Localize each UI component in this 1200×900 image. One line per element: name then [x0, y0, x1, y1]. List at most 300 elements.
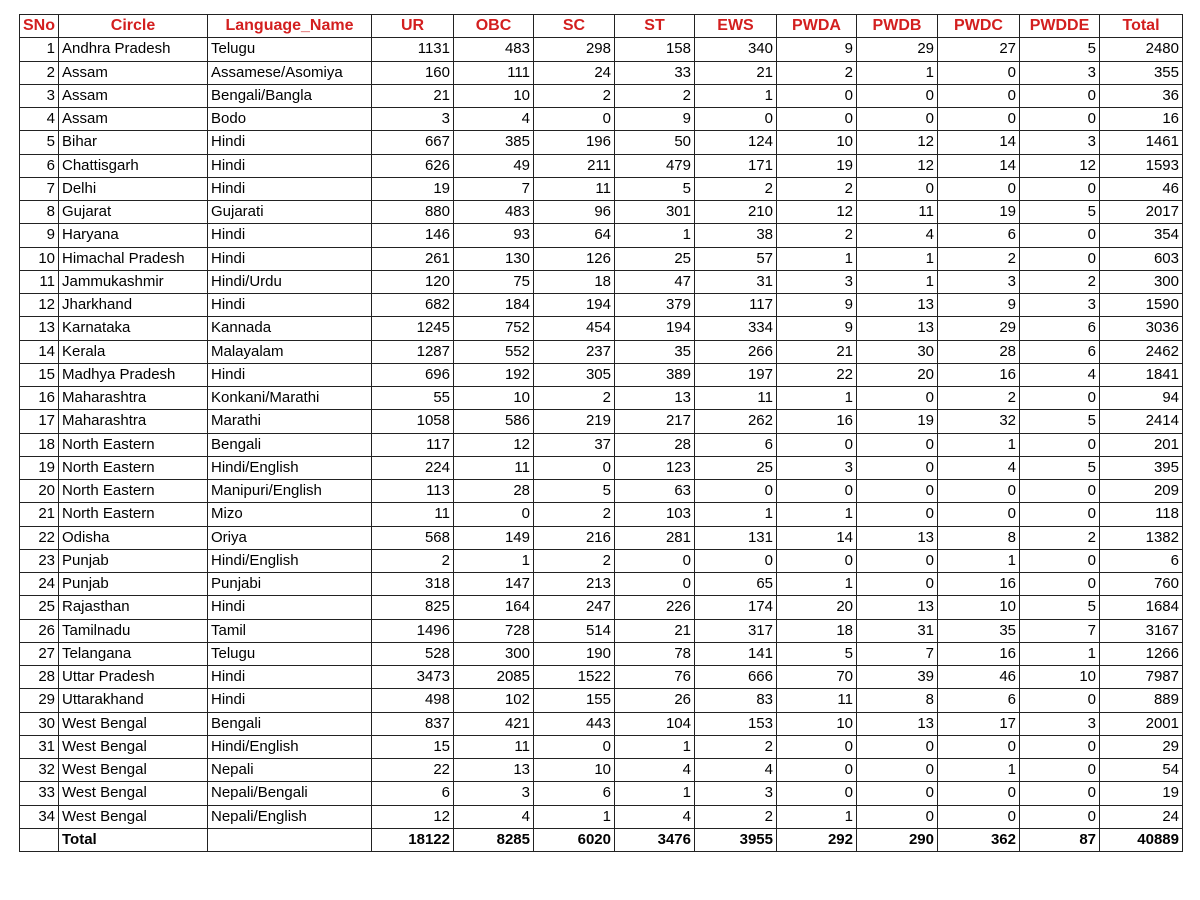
cell-language-name: Hindi [208, 689, 372, 712]
cell-pwdb: 11 [857, 201, 938, 224]
header-language-name: Language_Name [208, 15, 372, 38]
cell-language-name: Tamil [208, 619, 372, 642]
cell-pwda: 14 [777, 526, 857, 549]
cell-pwdc: 0 [938, 782, 1020, 805]
cell-ews: 131 [695, 526, 777, 549]
cell-pwda: 21 [777, 340, 857, 363]
cell-ews: 141 [695, 642, 777, 665]
cell-sc: 10 [534, 759, 615, 782]
cell-circle: Andhra Pradesh [59, 38, 208, 61]
cell-pwda: 0 [777, 759, 857, 782]
cell-pwda: 0 [777, 84, 857, 107]
cell-pwdb: 1 [857, 247, 938, 270]
cell-st: 194 [615, 317, 695, 340]
cell-obc: 28 [454, 480, 534, 503]
cell-pwdde: 3 [1020, 294, 1100, 317]
cell-ews: 0 [695, 480, 777, 503]
cell-pwdc: 1 [938, 549, 1020, 572]
table-row [20, 247, 1183, 270]
cell-pwdde: 5 [1020, 410, 1100, 433]
table-row [20, 666, 1183, 689]
cell-obc: 184 [454, 294, 534, 317]
cell-obc: 147 [454, 573, 534, 596]
cell-pwdb: 0 [857, 456, 938, 479]
cell-ur: 11 [372, 503, 454, 526]
table-row [20, 712, 1183, 735]
cell-ur: 117 [372, 433, 454, 456]
cell-pwdde: 0 [1020, 805, 1100, 828]
cell-pwdc: 0 [938, 177, 1020, 200]
cell-st: 1 [615, 224, 695, 247]
cell-pwdb: 19 [857, 410, 938, 433]
cell-obc: 1 [454, 549, 534, 572]
cell-circle: Uttarakhand [59, 689, 208, 712]
cell-pwdb: 1 [857, 270, 938, 293]
cell-sc: 6 [534, 782, 615, 805]
vacancy-table [19, 14, 1183, 852]
cell-circle: Punjab [59, 573, 208, 596]
cell-ews: 38 [695, 224, 777, 247]
cell-sno: 10 [20, 247, 59, 270]
cell-pwda: 10 [777, 712, 857, 735]
cell-sno: 3 [20, 84, 59, 107]
cell-pwdc: 0 [938, 480, 1020, 503]
cell-pwdc: 9 [938, 294, 1020, 317]
cell-pwdb: 13 [857, 596, 938, 619]
cell-ur: 1058 [372, 410, 454, 433]
cell-pwdb: 7 [857, 642, 938, 665]
cell-ews: 83 [695, 689, 777, 712]
cell-st: 63 [615, 480, 695, 503]
cell-language-name: Marathi [208, 410, 372, 433]
cell-st: 103 [615, 503, 695, 526]
cell-circle: Jammukashmir [59, 270, 208, 293]
cell-st: 226 [615, 596, 695, 619]
cell-language-name: Bodo [208, 108, 372, 131]
cell-pwdb: 0 [857, 480, 938, 503]
header-pwdb: PWDB [857, 15, 938, 38]
cell-ews: 65 [695, 573, 777, 596]
cell-circle: North Eastern [59, 456, 208, 479]
cell-ur: 2 [372, 549, 454, 572]
cell-total: 1461 [1100, 131, 1183, 154]
cell-obc: 552 [454, 340, 534, 363]
header-ur: UR [372, 15, 454, 38]
table-row [20, 340, 1183, 363]
cell-total: 1266 [1100, 642, 1183, 665]
cell-obc: 586 [454, 410, 534, 433]
cell-pwdde: 5 [1020, 38, 1100, 61]
cell-ur: 3 [372, 108, 454, 131]
cell-total: 201 [1100, 433, 1183, 456]
cell-st: 78 [615, 642, 695, 665]
cell-sno: 7 [20, 177, 59, 200]
cell-circle: West Bengal [59, 735, 208, 758]
cell-language-name: Punjabi [208, 573, 372, 596]
cell-language-name: Telugu [208, 38, 372, 61]
cell-sno: 33 [20, 782, 59, 805]
cell-pwdc: 3 [938, 270, 1020, 293]
cell-sc: 298 [534, 38, 615, 61]
total-cell-obc: 8285 [454, 828, 534, 851]
cell-circle: Assam [59, 61, 208, 84]
cell-sno: 8 [20, 201, 59, 224]
cell-pwdb: 39 [857, 666, 938, 689]
cell-sno: 23 [20, 549, 59, 572]
cell-sno: 14 [20, 340, 59, 363]
cell-pwdde: 2 [1020, 270, 1100, 293]
cell-obc: 10 [454, 84, 534, 107]
cell-total: 2001 [1100, 712, 1183, 735]
cell-circle: Jharkhand [59, 294, 208, 317]
cell-pwdde: 6 [1020, 340, 1100, 363]
cell-sno: 6 [20, 154, 59, 177]
cell-language-name: Nepali/English [208, 805, 372, 828]
cell-pwda: 1 [777, 805, 857, 828]
cell-total: 395 [1100, 456, 1183, 479]
cell-ur: 880 [372, 201, 454, 224]
cell-ur: 667 [372, 131, 454, 154]
cell-sc: 443 [534, 712, 615, 735]
cell-pwdde: 2 [1020, 526, 1100, 549]
cell-sc: 219 [534, 410, 615, 433]
table-row [20, 735, 1183, 758]
cell-ur: 318 [372, 573, 454, 596]
cell-pwdb: 31 [857, 619, 938, 642]
cell-language-name: Hindi/English [208, 456, 372, 479]
cell-total: 24 [1100, 805, 1183, 828]
cell-sc: 196 [534, 131, 615, 154]
cell-pwdb: 0 [857, 735, 938, 758]
cell-obc: 11 [454, 735, 534, 758]
cell-sc: 2 [534, 84, 615, 107]
cell-total: 2462 [1100, 340, 1183, 363]
cell-ur: 12 [372, 805, 454, 828]
cell-ur: 498 [372, 689, 454, 712]
cell-pwdb: 0 [857, 84, 938, 107]
cell-obc: 421 [454, 712, 534, 735]
cell-total: 300 [1100, 270, 1183, 293]
cell-sc: 126 [534, 247, 615, 270]
cell-pwdde: 0 [1020, 108, 1100, 131]
cell-pwda: 20 [777, 596, 857, 619]
cell-sno: 5 [20, 131, 59, 154]
cell-circle: North Eastern [59, 503, 208, 526]
cell-ews: 153 [695, 712, 777, 735]
cell-pwdc: 46 [938, 666, 1020, 689]
cell-obc: 75 [454, 270, 534, 293]
cell-st: 13 [615, 387, 695, 410]
cell-ews: 317 [695, 619, 777, 642]
cell-pwdde: 7 [1020, 619, 1100, 642]
cell-ur: 6 [372, 782, 454, 805]
cell-ur: 113 [372, 480, 454, 503]
table-row [20, 480, 1183, 503]
cell-circle: Assam [59, 84, 208, 107]
cell-obc: 164 [454, 596, 534, 619]
header-sno: SNo [20, 15, 59, 38]
cell-ews: 11 [695, 387, 777, 410]
cell-ur: 568 [372, 526, 454, 549]
cell-sc: 1 [534, 805, 615, 828]
cell-circle: Chattisgarh [59, 154, 208, 177]
cell-total: 94 [1100, 387, 1183, 410]
cell-sno: 9 [20, 224, 59, 247]
cell-sno: 16 [20, 387, 59, 410]
cell-ur: 1496 [372, 619, 454, 642]
cell-pwdc: 14 [938, 154, 1020, 177]
cell-sc: 37 [534, 433, 615, 456]
cell-language-name: Hindi [208, 247, 372, 270]
cell-st: 28 [615, 433, 695, 456]
cell-total: 54 [1100, 759, 1183, 782]
cell-pwdb: 8 [857, 689, 938, 712]
cell-ur: 160 [372, 61, 454, 84]
cell-ur: 1287 [372, 340, 454, 363]
table-row [20, 456, 1183, 479]
cell-pwda: 1 [777, 387, 857, 410]
cell-pwda: 0 [777, 433, 857, 456]
cell-ews: 266 [695, 340, 777, 363]
cell-pwdb: 13 [857, 526, 938, 549]
cell-ur: 224 [372, 456, 454, 479]
cell-sno: 12 [20, 294, 59, 317]
cell-pwdde: 0 [1020, 433, 1100, 456]
cell-st: 2 [615, 84, 695, 107]
cell-circle: Tamilnadu [59, 619, 208, 642]
cell-total: 36 [1100, 84, 1183, 107]
cell-circle: Maharashtra [59, 387, 208, 410]
cell-st: 1 [615, 735, 695, 758]
cell-total: 1382 [1100, 526, 1183, 549]
cell-obc: 102 [454, 689, 534, 712]
cell-language-name: Manipuri/English [208, 480, 372, 503]
cell-pwdde: 1 [1020, 642, 1100, 665]
cell-language-name: Hindi [208, 666, 372, 689]
cell-circle: Uttar Pradesh [59, 666, 208, 689]
table-row [20, 689, 1183, 712]
cell-language-name: Hindi [208, 131, 372, 154]
cell-ews: 3 [695, 782, 777, 805]
table-row [20, 61, 1183, 84]
cell-pwda: 12 [777, 201, 857, 224]
cell-pwda: 18 [777, 619, 857, 642]
cell-sno: 22 [20, 526, 59, 549]
cell-pwdb: 30 [857, 340, 938, 363]
cell-pwdb: 0 [857, 573, 938, 596]
cell-ews: 21 [695, 61, 777, 84]
cell-sc: 2 [534, 387, 615, 410]
cell-pwda: 11 [777, 689, 857, 712]
cell-pwdb: 0 [857, 805, 938, 828]
cell-obc: 93 [454, 224, 534, 247]
cell-ur: 22 [372, 759, 454, 782]
table-row [20, 433, 1183, 456]
cell-pwda: 9 [777, 38, 857, 61]
cell-language-name: Assamese/Asomiya [208, 61, 372, 84]
cell-ews: 174 [695, 596, 777, 619]
cell-language-name: Hindi [208, 177, 372, 200]
cell-ur: 528 [372, 642, 454, 665]
cell-pwda: 0 [777, 782, 857, 805]
cell-pwda: 5 [777, 642, 857, 665]
table-row [20, 410, 1183, 433]
table-row [20, 782, 1183, 805]
cell-language-name: Gujarati [208, 201, 372, 224]
table-row [20, 619, 1183, 642]
cell-pwdb: 0 [857, 177, 938, 200]
cell-ur: 15 [372, 735, 454, 758]
table-row [20, 317, 1183, 340]
cell-pwdb: 0 [857, 503, 938, 526]
cell-pwdde: 0 [1020, 782, 1100, 805]
cell-sc: 194 [534, 294, 615, 317]
cell-st: 9 [615, 108, 695, 131]
cell-obc: 483 [454, 201, 534, 224]
cell-pwdc: 29 [938, 317, 1020, 340]
header-row [20, 15, 1183, 38]
cell-sc: 24 [534, 61, 615, 84]
cell-circle: Rajasthan [59, 596, 208, 619]
cell-obc: 3 [454, 782, 534, 805]
cell-pwdde: 5 [1020, 201, 1100, 224]
cell-pwdde: 6 [1020, 317, 1100, 340]
cell-pwdb: 0 [857, 387, 938, 410]
cell-pwda: 2 [777, 177, 857, 200]
cell-language-name: Hindi [208, 363, 372, 386]
cell-ur: 825 [372, 596, 454, 619]
header-pwda: PWDA [777, 15, 857, 38]
table-row [20, 108, 1183, 131]
cell-ur: 120 [372, 270, 454, 293]
cell-pwda: 9 [777, 294, 857, 317]
cell-pwdc: 16 [938, 573, 1020, 596]
header-circle: Circle [59, 15, 208, 38]
cell-sc: 11 [534, 177, 615, 200]
cell-st: 123 [615, 456, 695, 479]
cell-pwdb: 13 [857, 317, 938, 340]
cell-pwdde: 0 [1020, 84, 1100, 107]
table-row [20, 84, 1183, 107]
cell-obc: 149 [454, 526, 534, 549]
cell-ews: 1 [695, 503, 777, 526]
cell-pwdb: 0 [857, 549, 938, 572]
cell-pwdb: 29 [857, 38, 938, 61]
table-row [20, 201, 1183, 224]
table-row [20, 131, 1183, 154]
cell-language-name: Nepali [208, 759, 372, 782]
cell-pwdc: 1 [938, 759, 1020, 782]
cell-pwdc: 35 [938, 619, 1020, 642]
cell-sno: 4 [20, 108, 59, 131]
cell-pwda: 1 [777, 503, 857, 526]
cell-total: 19 [1100, 782, 1183, 805]
cell-ews: 6 [695, 433, 777, 456]
cell-total: 2480 [1100, 38, 1183, 61]
cell-language-name: Hindi [208, 154, 372, 177]
cell-ews: 210 [695, 201, 777, 224]
cell-ews: 2 [695, 735, 777, 758]
cell-circle: Odisha [59, 526, 208, 549]
cell-language-name: Bengali/Bangla [208, 84, 372, 107]
cell-total: 16 [1100, 108, 1183, 131]
cell-st: 389 [615, 363, 695, 386]
cell-sc: 305 [534, 363, 615, 386]
cell-total: 3167 [1100, 619, 1183, 642]
cell-st: 35 [615, 340, 695, 363]
cell-st: 47 [615, 270, 695, 293]
cell-sc: 96 [534, 201, 615, 224]
cell-st: 50 [615, 131, 695, 154]
cell-ur: 696 [372, 363, 454, 386]
total-cell-ews: 3955 [695, 828, 777, 851]
cell-pwdde: 10 [1020, 666, 1100, 689]
cell-pwdc: 2 [938, 387, 1020, 410]
cell-language-name: Hindi [208, 224, 372, 247]
cell-sc: 64 [534, 224, 615, 247]
cell-st: 479 [615, 154, 695, 177]
table-row [20, 154, 1183, 177]
cell-pwda: 19 [777, 154, 857, 177]
table-row [20, 526, 1183, 549]
cell-obc: 300 [454, 642, 534, 665]
cell-ur: 837 [372, 712, 454, 735]
cell-total: 2017 [1100, 201, 1183, 224]
cell-st: 1 [615, 782, 695, 805]
cell-sno: 2 [20, 61, 59, 84]
cell-sc: 237 [534, 340, 615, 363]
cell-pwdc: 2 [938, 247, 1020, 270]
cell-circle: West Bengal [59, 782, 208, 805]
cell-circle: Assam [59, 108, 208, 131]
cell-obc: 385 [454, 131, 534, 154]
table-row [20, 549, 1183, 572]
table-body [20, 38, 1183, 852]
cell-circle: Haryana [59, 224, 208, 247]
cell-pwda: 3 [777, 270, 857, 293]
cell-sno: 15 [20, 363, 59, 386]
cell-total: 355 [1100, 61, 1183, 84]
cell-ur: 682 [372, 294, 454, 317]
cell-language-name: Konkani/Marathi [208, 387, 372, 410]
table-row [20, 38, 1183, 61]
cell-pwdde: 0 [1020, 177, 1100, 200]
cell-sno: 21 [20, 503, 59, 526]
cell-obc: 0 [454, 503, 534, 526]
cell-circle: Karnataka [59, 317, 208, 340]
cell-total: 1590 [1100, 294, 1183, 317]
cell-ews: 1 [695, 84, 777, 107]
cell-language-name: Oriya [208, 526, 372, 549]
cell-sno: 17 [20, 410, 59, 433]
header-st: ST [615, 15, 695, 38]
cell-language-name: Hindi/English [208, 735, 372, 758]
cell-circle: Madhya Pradesh [59, 363, 208, 386]
cell-sc: 216 [534, 526, 615, 549]
cell-sc: 5 [534, 480, 615, 503]
cell-sc: 18 [534, 270, 615, 293]
cell-sc: 0 [534, 108, 615, 131]
cell-ews: 666 [695, 666, 777, 689]
cell-ews: 2 [695, 805, 777, 828]
cell-pwdc: 27 [938, 38, 1020, 61]
cell-pwdc: 4 [938, 456, 1020, 479]
cell-pwdde: 0 [1020, 735, 1100, 758]
cell-pwdc: 14 [938, 131, 1020, 154]
cell-st: 379 [615, 294, 695, 317]
table-row [20, 363, 1183, 386]
cell-pwdde: 0 [1020, 759, 1100, 782]
